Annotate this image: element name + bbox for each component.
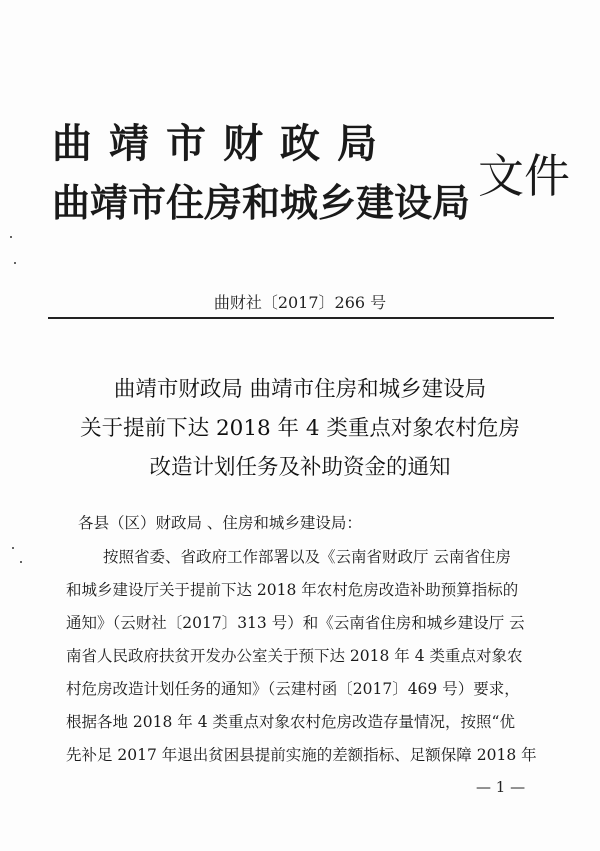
body-line: 根据各地 2018 年 4 类重点对象农村危房改造存量情况，按照“优 — [66, 713, 515, 731]
issuer-housing-bureau: 曲靖市住房和城乡建设局 — [52, 180, 471, 225]
scan-speck — [20, 561, 22, 563]
title-line-3: 改造计划任务及补助资金的通知 — [149, 455, 451, 480]
scan-speck — [10, 236, 12, 238]
issuer-finance-bureau: 曲靖市财政局 — [52, 120, 394, 167]
body-line: 先补足 2017 年退出贫困县提前实施的差额指标、足额保障 2018 年 — [66, 746, 537, 764]
body-line: 通知》（云财社〔2017〕313 号）和《云南省住房和城乡建设厅 云 — [66, 614, 525, 632]
scan-speck — [14, 262, 16, 264]
title-line-2: 关于提前下达 2018 年 4 类重点对象农村危房 — [80, 416, 520, 441]
page-number: — 1 — — [476, 778, 526, 796]
document-number: 曲财社〔2017〕266 号 — [213, 293, 387, 312]
addressee: 各县（区）财政局 、住房和城乡建设局： — [78, 514, 362, 532]
scan-speck — [12, 547, 14, 549]
title-line-1: 曲靖市财政局 曲靖市住房和城乡建设局 — [113, 377, 487, 402]
body-line: 南省人民政府扶贫开发办公室关于预下达 2018 年 4 类重点对象农 — [66, 647, 523, 665]
document-type-label: 文件 — [478, 149, 570, 203]
header-divider — [48, 317, 554, 319]
body-line: 按照省委、省政府工作部署以及《云南省财政厅 云南省住房 — [103, 548, 511, 566]
body-line: 村危房改造计划任务的通知》（云建村函〔2017〕469 号）要求， — [66, 680, 520, 698]
body-line: 和城乡建设厅关于提前下达 2018 年农村危房改造补助预算指标的 — [66, 581, 519, 599]
